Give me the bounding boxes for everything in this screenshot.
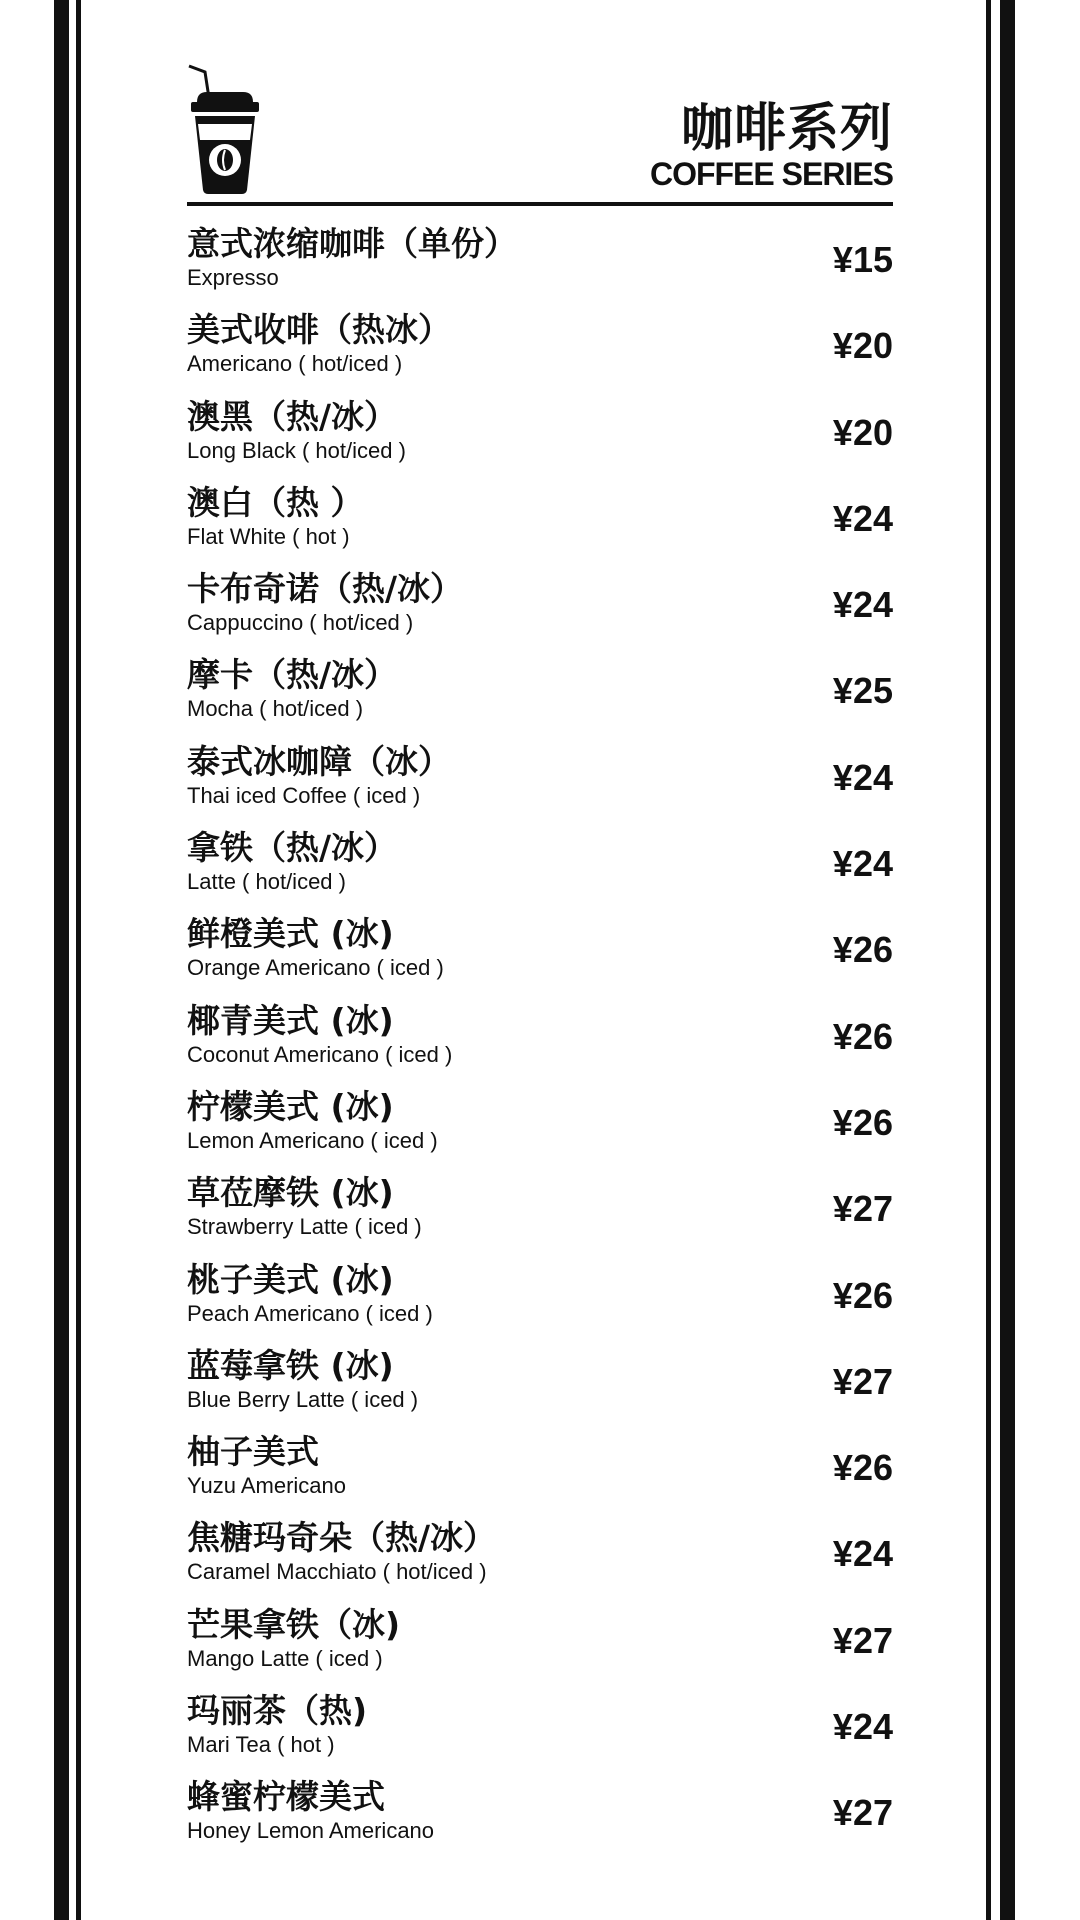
menu-item bbox=[187, 1605, 893, 1691]
item-name-chinese: 卡布奇诺（热/冰） bbox=[187, 569, 464, 609]
item-name-english: Honey Lemon Americano bbox=[187, 1818, 435, 1844]
item-price: ¥26 bbox=[832, 1274, 893, 1316]
iced-coffee-cup-icon bbox=[187, 62, 263, 196]
item-price: ¥26 bbox=[832, 1101, 893, 1143]
border-right-inner bbox=[986, 0, 991, 1920]
menu-item-list bbox=[187, 224, 893, 1864]
item-name-english: Blue Berry Latte ( iced ) bbox=[187, 1386, 419, 1412]
menu-item bbox=[187, 397, 893, 483]
menu-item bbox=[187, 655, 893, 741]
title-chinese: 咖啡系列 bbox=[680, 99, 893, 160]
item-name-chinese: 澳黑（热/冰） bbox=[187, 396, 398, 436]
coffee-menu bbox=[187, 52, 893, 1864]
border-left-outer bbox=[54, 0, 69, 1920]
item-name-english: Caramel Macchiato ( hot/iced ) bbox=[187, 1559, 487, 1585]
menu-item bbox=[187, 1173, 893, 1259]
menu-item bbox=[187, 224, 893, 310]
menu-item bbox=[187, 1777, 893, 1863]
menu-item bbox=[187, 914, 893, 1000]
item-price: ¥27 bbox=[832, 1619, 893, 1661]
menu-item bbox=[187, 828, 893, 914]
item-price: ¥24 bbox=[832, 756, 893, 798]
item-name-chinese: 泰式冰咖障（冰） bbox=[187, 741, 451, 781]
item-price: ¥26 bbox=[832, 929, 893, 971]
menu-item bbox=[187, 1087, 893, 1173]
menu-title bbox=[649, 99, 893, 192]
item-name-chinese: 草莅摩铁 (冰) bbox=[187, 1173, 394, 1213]
item-price: ¥20 bbox=[832, 411, 893, 453]
item-price: ¥24 bbox=[832, 1533, 893, 1575]
item-price: ¥26 bbox=[832, 1447, 893, 1489]
menu-item bbox=[187, 1691, 893, 1777]
item-name-chinese: 焦糖玛奇朵（热/冰） bbox=[187, 1518, 497, 1558]
menu-item bbox=[187, 1001, 893, 1087]
item-name-english: Yuzu Americano bbox=[187, 1473, 346, 1499]
item-name-english: Flat White ( hot ) bbox=[187, 523, 350, 549]
menu-item bbox=[187, 569, 893, 655]
item-price: ¥27 bbox=[832, 1188, 893, 1230]
item-name-chinese: 椰青美式 (冰) bbox=[187, 1000, 394, 1040]
item-name-chinese: 摩卡（热/冰） bbox=[187, 655, 398, 695]
item-price: ¥24 bbox=[832, 497, 893, 539]
item-price: ¥27 bbox=[832, 1792, 893, 1834]
item-name-english: Strawberry Latte ( iced ) bbox=[187, 1214, 422, 1240]
item-name-english: Mocha ( hot/iced ) bbox=[187, 696, 364, 722]
item-name-english: Orange Americano ( iced ) bbox=[187, 955, 444, 981]
item-name-english: Latte ( hot/iced ) bbox=[187, 869, 346, 895]
item-name-chinese: 澳白（热 ） bbox=[187, 482, 364, 522]
item-name-english: Cappuccino ( hot/iced ) bbox=[187, 610, 414, 636]
item-name-english: Thai iced Coffee ( iced ) bbox=[187, 782, 421, 808]
item-price: ¥24 bbox=[832, 843, 893, 885]
menu-item bbox=[187, 1346, 893, 1432]
item-name-chinese: 桃子美式 (冰) bbox=[187, 1259, 394, 1299]
title-english: COFFEE SERIES bbox=[649, 155, 893, 192]
item-name-chinese: 鲜橙美式 (冰) bbox=[187, 914, 394, 954]
menu-item bbox=[187, 483, 893, 569]
item-name-english: Mari Tea ( hot ) bbox=[187, 1732, 335, 1758]
item-name-chinese: 意式浓缩咖啡（单份） bbox=[187, 224, 517, 263]
menu-item bbox=[187, 310, 893, 396]
menu-item bbox=[187, 1260, 893, 1346]
item-name-english: Expresso bbox=[187, 265, 279, 290]
border-right-outer bbox=[1000, 0, 1015, 1920]
item-name-english: Mango Latte ( iced ) bbox=[187, 1645, 383, 1671]
item-name-english: Peach Americano ( iced ) bbox=[187, 1300, 433, 1326]
item-price: ¥24 bbox=[832, 1706, 893, 1748]
item-price: ¥25 bbox=[832, 670, 893, 712]
item-name-chinese: 蜂蜜柠檬美式 bbox=[187, 1777, 385, 1817]
border-left-inner bbox=[76, 0, 81, 1920]
item-price: ¥15 bbox=[832, 239, 893, 280]
menu-item bbox=[187, 1518, 893, 1604]
item-price: ¥20 bbox=[832, 325, 893, 367]
item-name-english: Lemon Americano ( iced ) bbox=[187, 1127, 438, 1153]
item-name-english: Americano ( hot/iced ) bbox=[187, 351, 403, 377]
item-name-english: Long Black ( hot/iced ) bbox=[187, 437, 406, 463]
item-price: ¥24 bbox=[832, 584, 893, 626]
item-name-chinese: 蓝莓拿铁 (冰) bbox=[187, 1345, 394, 1385]
menu-header bbox=[187, 52, 893, 206]
menu-item bbox=[187, 1432, 893, 1518]
item-name-chinese: 玛丽茶（热) bbox=[187, 1691, 368, 1731]
item-name-chinese: 拿铁（热/冰） bbox=[187, 828, 398, 868]
item-price: ¥26 bbox=[832, 1015, 893, 1057]
item-price: ¥27 bbox=[832, 1360, 893, 1402]
menu-item bbox=[187, 742, 893, 828]
item-name-chinese: 柚子美式 bbox=[187, 1432, 319, 1472]
item-name-english: Coconut Americano ( iced ) bbox=[187, 1041, 453, 1067]
item-name-chinese: 芒果拿铁（冰) bbox=[187, 1604, 401, 1644]
item-name-chinese: 柠檬美式 (冰) bbox=[187, 1086, 394, 1126]
item-name-chinese: 美式收啡（热冰） bbox=[187, 310, 451, 350]
